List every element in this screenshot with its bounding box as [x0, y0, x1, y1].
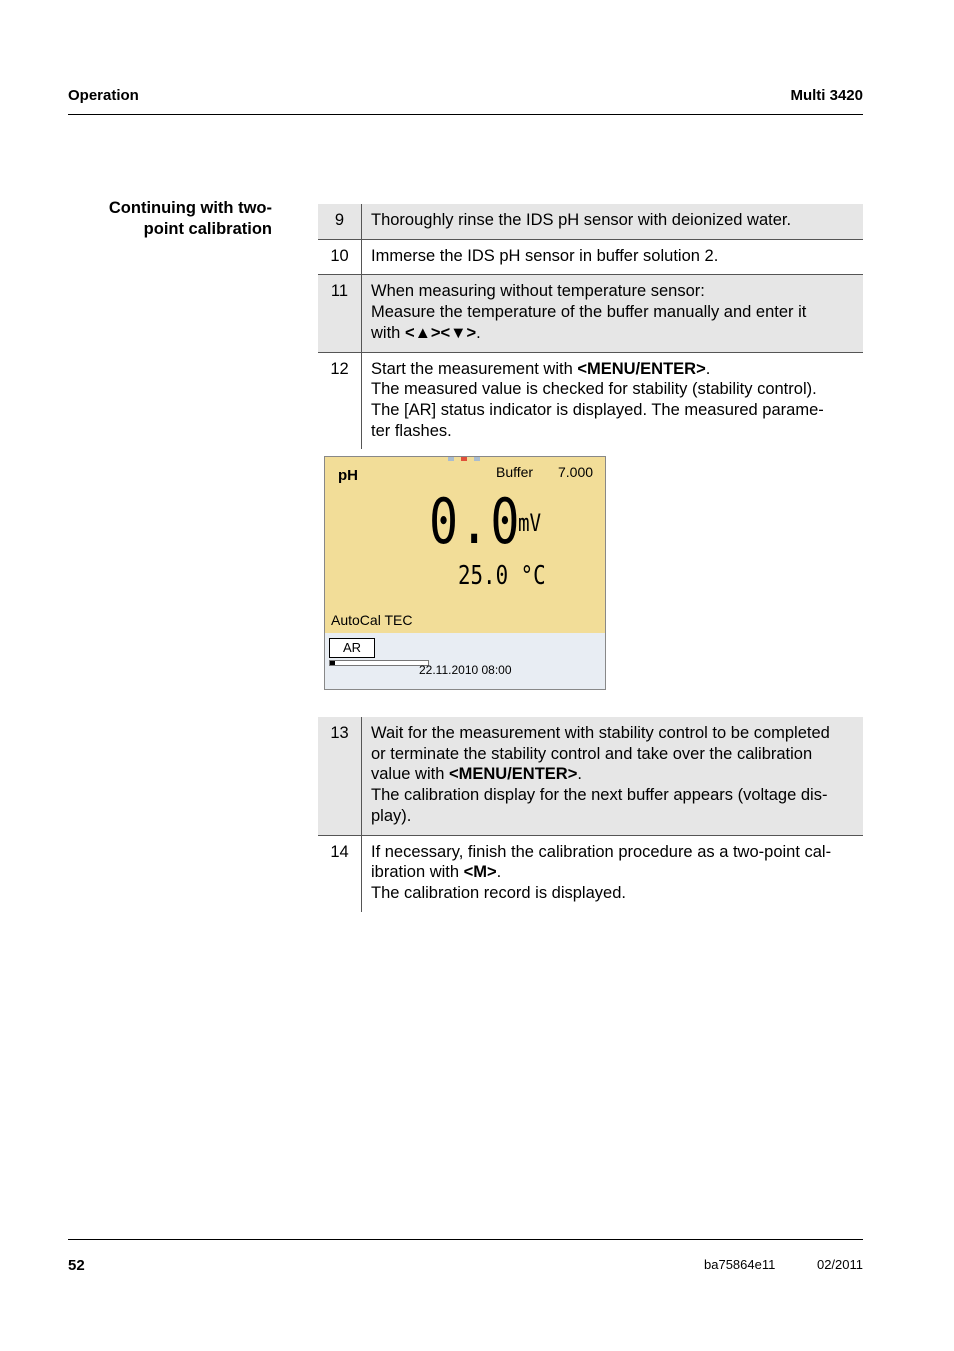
step-number: 11 — [318, 275, 362, 351]
menu-enter-key: <MENU/ENTER> — [577, 359, 706, 378]
header-section: Operation — [68, 87, 139, 104]
header-rule — [68, 114, 863, 115]
display-status-ar: AR — [329, 638, 375, 658]
display-buffer-label: Buffer — [496, 464, 534, 480]
step-line: ibration with <M>. — [371, 863, 502, 882]
indicator-dots — [448, 457, 480, 461]
step-line: The [AR] status indicator is displayed. The measured parame- — [371, 400, 824, 419]
display-parameter: pH — [338, 467, 358, 484]
side-title-line1: Continuing with two- — [108, 199, 272, 217]
step-text — [362, 717, 863, 835]
stability-progress-bar — [329, 660, 429, 666]
indicator-dot — [448, 457, 454, 461]
step-line: Start the measurement with <MENU/ENTER>. — [371, 359, 711, 378]
step-row — [318, 204, 863, 240]
step-line: The calibration display for the next buffer appears (voltage dis- — [371, 786, 828, 805]
step-line: value with <MENU/ENTER>. — [371, 765, 582, 784]
step-row — [318, 836, 863, 912]
step-line: The calibration record is displayed. — [371, 883, 626, 902]
step-text — [362, 275, 863, 351]
display-datetime: 22.11.2010 08:00 — [419, 663, 512, 677]
step-number: 9 — [318, 204, 362, 239]
display-temperature: 25.0 °C — [458, 561, 546, 591]
step-line: The measured value is checked for stability (stability control). — [371, 380, 817, 399]
step-line: play). — [371, 806, 412, 825]
document-date: 02/2011 — [816, 1257, 863, 1272]
steps-table-1 — [318, 204, 863, 449]
indicator-dot — [474, 457, 480, 461]
step-line: ter flashes. — [371, 421, 452, 440]
document-id: ba75864e11 — [704, 1257, 776, 1272]
step-text — [362, 836, 863, 912]
display-mode: AutoCal TEC — [331, 612, 413, 628]
steps-table-2 — [318, 717, 863, 912]
page-number: 52 — [68, 1257, 85, 1274]
menu-enter-key: <MENU/ENTER> — [448, 765, 578, 784]
side-title-line2: point calibration — [143, 220, 272, 238]
step-line: Wait for the measurement with stability control to be completed — [371, 724, 830, 742]
display-buffer-value: 7.000 — [558, 464, 594, 480]
step-number: 12 — [318, 353, 362, 450]
step-line: Measure the temperature of the buffer manually and enter it — [371, 303, 807, 322]
side-title — [70, 198, 272, 240]
step-text: Thoroughly rinse the IDS pH sensor with deionized water. — [371, 211, 792, 229]
step-row — [318, 717, 863, 836]
step-number: 10 — [318, 240, 362, 275]
footer-rule — [68, 1239, 863, 1240]
step-line: When measuring without temperature sensor: — [371, 282, 705, 301]
step-row — [318, 240, 863, 276]
display-main-value: 0.0 — [429, 485, 522, 558]
step-line: or terminate the stability control and take over the calibration — [371, 744, 813, 763]
step-row — [318, 353, 863, 450]
step-line: with <▲><▼>. — [371, 323, 481, 342]
step-row — [318, 275, 863, 352]
meter-display — [324, 456, 606, 690]
step-text: Immerse the IDS pH sensor in buffer solution 2. — [371, 246, 719, 265]
header-product: Multi 3420 — [790, 87, 863, 104]
arrow-keys: <▲><▼> — [404, 323, 477, 342]
step-text — [362, 353, 863, 450]
step-number: 14 — [318, 836, 362, 912]
m-key: <M> — [463, 863, 497, 882]
stability-progress-fill — [330, 661, 335, 665]
display-unit: mV — [518, 509, 542, 537]
step-number: 13 — [318, 717, 362, 835]
step-line: If necessary, finish the calibration procedure as a two-point cal- — [371, 842, 832, 861]
indicator-dot-active — [461, 457, 467, 461]
